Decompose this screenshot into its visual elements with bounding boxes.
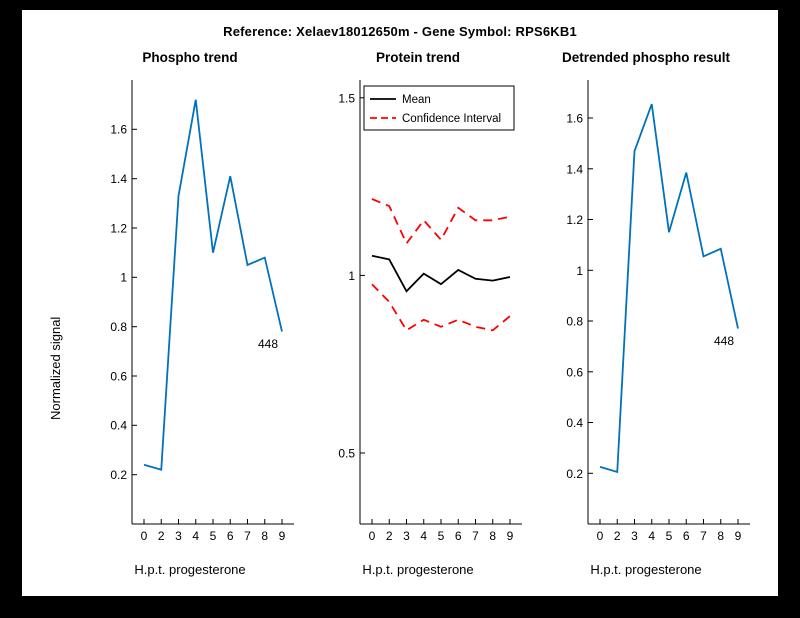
- y-axis-label: Normalized signal: [48, 316, 63, 420]
- svg-text:1.4: 1.4: [110, 172, 127, 186]
- panel-title-protein: Protein trend: [375, 50, 460, 65]
- svg-text:2: 2: [613, 529, 621, 543]
- svg-text:9: 9: [278, 529, 286, 543]
- svg-text:0.2: 0.2: [110, 468, 127, 482]
- svg-text:1: 1: [120, 270, 127, 285]
- svg-text:3: 3: [175, 529, 182, 543]
- panel-title-detrended: Detrended phospho result: [561, 50, 730, 65]
- svg-text:1.5: 1.5: [338, 91, 355, 106]
- svg-text:4: 4: [420, 529, 428, 543]
- svg-text:8: 8: [489, 529, 497, 543]
- panel-detrended-phospho: [540, 50, 752, 577]
- svg-text:8: 8: [261, 529, 269, 543]
- svg-text:Mean: Mean: [402, 94, 431, 106]
- svg-text:6: 6: [682, 529, 690, 543]
- panel-phospho-trend: [84, 50, 296, 577]
- svg-text:0.6: 0.6: [110, 369, 127, 384]
- svg-text:0.5: 0.5: [338, 446, 355, 461]
- svg-text:0.4: 0.4: [566, 416, 583, 430]
- svg-text:1.4: 1.4: [566, 162, 583, 177]
- svg-text:7: 7: [472, 529, 479, 543]
- svg-text:1.6: 1.6: [110, 122, 127, 137]
- plot-area-detrended: [540, 74, 752, 544]
- svg-text:4: 4: [192, 529, 200, 543]
- svg-text:6: 6: [226, 529, 234, 543]
- svg-text:2: 2: [157, 529, 165, 543]
- svg-text:0: 0: [596, 529, 604, 543]
- svg-text:7: 7: [244, 529, 251, 543]
- detrended-svg: [540, 74, 752, 544]
- legend-protein: [364, 86, 514, 130]
- protein-svg: [312, 74, 524, 544]
- svg-text:0: 0: [140, 529, 148, 543]
- svg-text:9: 9: [734, 529, 742, 543]
- svg-text:Confidence Interval: Confidence Interval: [402, 113, 502, 125]
- figure-title: Reference: Xelaev18012650m - Gene Symbol: RPS6KB1: [223, 24, 577, 39]
- svg-text:9: 9: [506, 529, 514, 543]
- x-axis-label-detrended: H.p.t. progesterone: [590, 562, 702, 577]
- svg-text:1.6: 1.6: [566, 111, 583, 126]
- svg-text:0.8: 0.8: [566, 314, 583, 329]
- svg-text:0.4: 0.4: [110, 418, 127, 433]
- svg-text:0.2: 0.2: [566, 466, 583, 481]
- panel-title-phospho: Phospho trend: [142, 50, 238, 65]
- svg-text:2: 2: [385, 529, 393, 543]
- plot-area-protein: [312, 74, 524, 544]
- annotation-448-phospho: 448: [257, 337, 278, 351]
- x-axis-label-protein: H.p.t. progesterone: [362, 562, 474, 577]
- panel-protein-trend: [312, 50, 524, 577]
- svg-text:0: 0: [368, 529, 376, 543]
- svg-text:1: 1: [576, 263, 583, 278]
- x-axis-label-phospho: H.p.t. progesterone: [134, 562, 246, 577]
- svg-text:4: 4: [648, 529, 656, 543]
- figure-canvas: [22, 10, 778, 596]
- svg-text:1.2: 1.2: [110, 221, 127, 236]
- svg-text:0.8: 0.8: [110, 320, 127, 334]
- svg-text:0.6: 0.6: [566, 365, 583, 380]
- svg-text:5: 5: [209, 529, 217, 543]
- svg-text:7: 7: [700, 529, 707, 543]
- svg-text:3: 3: [403, 529, 410, 543]
- svg-text:8: 8: [717, 529, 725, 543]
- svg-text:1.2: 1.2: [566, 213, 583, 227]
- annotation-448-detrended: 448: [713, 334, 734, 348]
- svg-text:3: 3: [631, 529, 638, 543]
- svg-text:1: 1: [348, 269, 355, 283]
- phospho-svg: [84, 74, 296, 544]
- svg-text:5: 5: [665, 529, 673, 543]
- svg-text:5: 5: [437, 529, 445, 543]
- plot-area-phospho: [84, 74, 296, 544]
- svg-text:6: 6: [454, 529, 462, 543]
